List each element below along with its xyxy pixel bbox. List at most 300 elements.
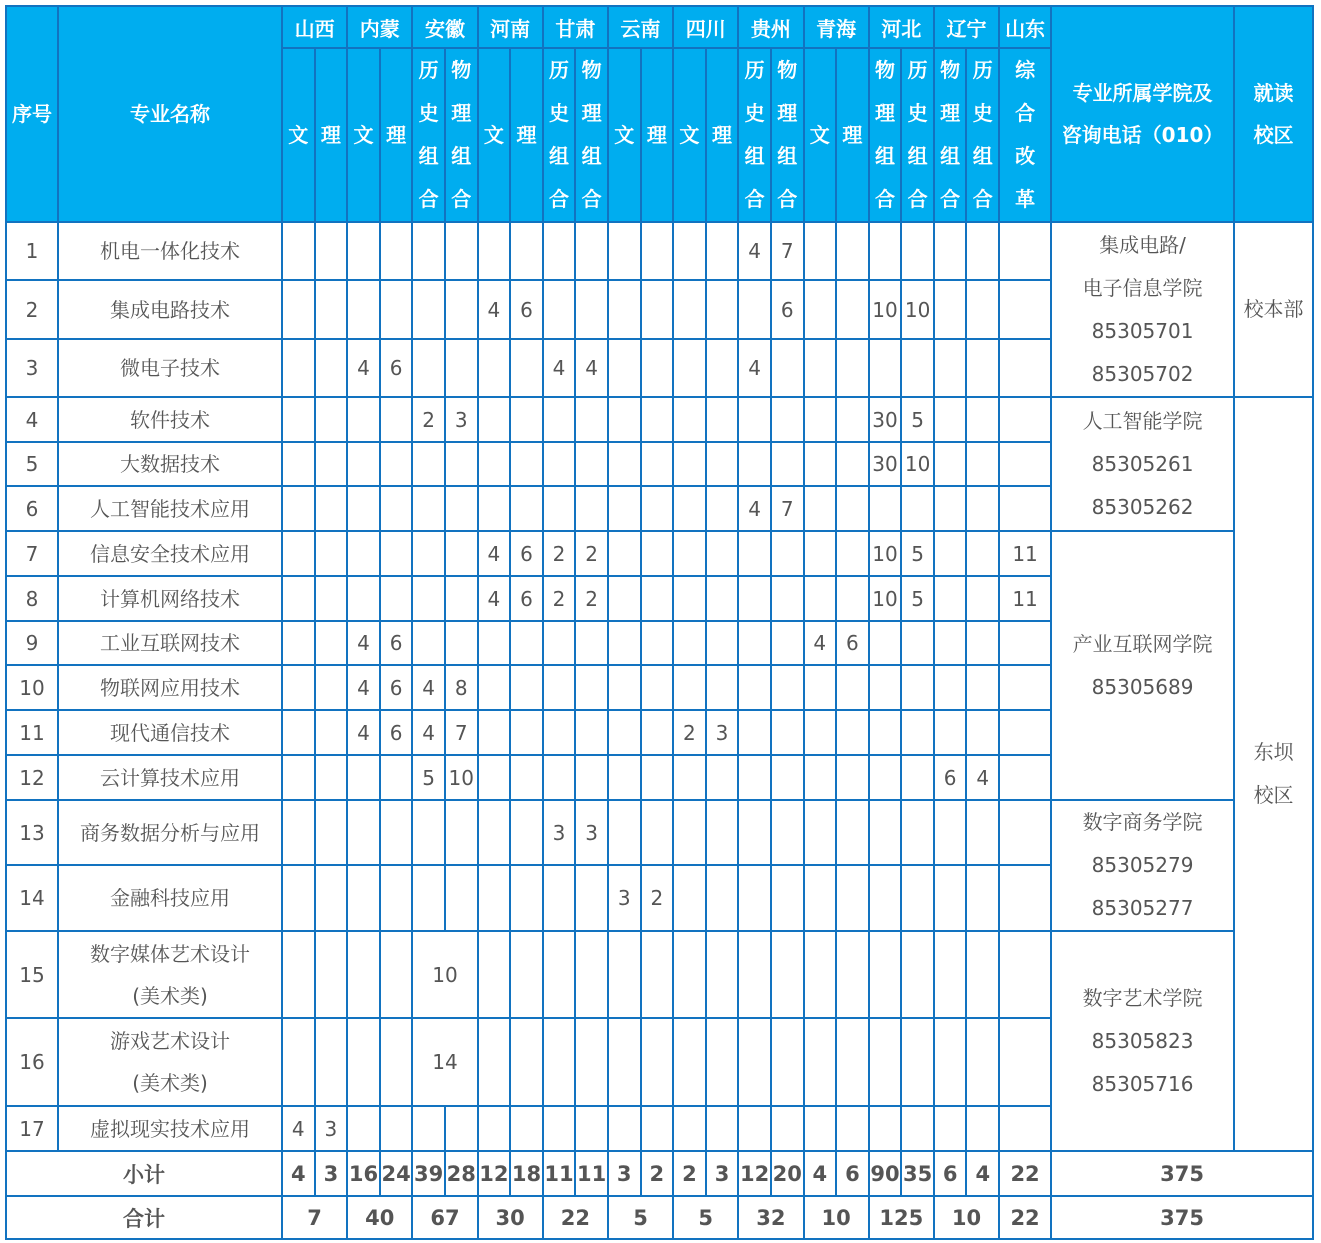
header-subject [966,48,999,222]
quota-cell [706,931,739,1018]
quota-cell: 6 [836,621,869,665]
quota-cell [836,1018,869,1106]
quota-cell [836,931,869,1018]
quota-cell [999,486,1051,531]
quota-cell [347,800,380,865]
quota-cell [836,397,869,442]
college-phone: 85305823 [1091,1028,1194,1053]
quota-cell [934,710,967,755]
header-campus [1234,6,1313,222]
subtotal-value: 2 [641,1151,674,1196]
quota-cell: 6 [380,339,413,397]
quota-cell [641,339,674,397]
quota-cell [380,442,413,486]
header-province: 安徽 [412,6,477,48]
quota-cell: 6 [380,710,413,755]
quota-cell [673,397,706,442]
quota-cell [510,1018,543,1106]
row-seq: 17 [6,1106,58,1151]
subtotal-value: 6 [934,1151,967,1196]
quota-cell [608,442,641,486]
quota-cell [608,621,641,665]
quota-cell [608,710,641,755]
major-name [58,931,282,1018]
quota-cell: 6 [380,621,413,665]
subtotal-value: 24 [380,1151,413,1196]
quota-cell [673,576,706,621]
major-name-text: 人工智能技术应用 [90,496,250,521]
quota-cell: 6 [510,531,543,576]
quota-cell [282,755,315,800]
quota-cell: 10 [445,755,478,800]
major-name-text: 工业互联网技术 [100,631,240,655]
quota-cell [966,665,999,710]
quota-cell [315,222,348,280]
header-subject [999,48,1051,222]
quota-cell [869,665,902,710]
quota-cell: 7 [445,710,478,755]
major-name-text: 大数据技术 [120,452,220,476]
major-name [58,865,282,931]
header-subject [901,48,934,222]
quota-cell: 6 [510,280,543,339]
quota-cell [706,865,739,931]
quota-cell [412,1106,445,1151]
college-phone: 85305702 [1091,361,1194,386]
quota-cell [641,1018,674,1106]
quota-cell [966,576,999,621]
quota-cell [478,800,511,865]
quota-cell [282,531,315,576]
header-subject-label: 理 [842,122,863,147]
quota-cell [315,865,348,931]
quota-cell [706,1018,739,1106]
quota-cell [608,339,641,397]
quota-cell [934,531,967,576]
quota-cell [543,1106,576,1151]
quota-cell [706,576,739,621]
quota-cell [575,280,608,339]
major-name-text: 数字媒体艺术设计 [90,941,250,966]
quota-cell [738,280,771,339]
header-subject-label: 理 [646,122,667,147]
header-major-name: 专业名称 [58,6,282,222]
major-name-text: 集成电路技术 [110,297,230,322]
quota-cell [315,442,348,486]
quota-cell [934,280,967,339]
quota-cell [673,222,706,280]
college-phone: 85305701 [1091,318,1194,343]
quota-cell [282,665,315,710]
quota-cell [608,931,641,1018]
quota-cell [543,280,576,339]
quota-cell [934,1106,967,1151]
quota-cell [445,442,478,486]
quota-cell [673,865,706,931]
quota-cell [510,755,543,800]
quota-cell [738,1106,771,1151]
quota-cell [999,1018,1051,1106]
college-phone: 电子信息学院 [1082,275,1203,300]
quota-cell [412,865,445,931]
quota-cell [282,710,315,755]
quota-cell [315,576,348,621]
quota-cell [836,865,869,931]
quota-cell [315,531,348,576]
subtotal-value: 22 [999,1151,1051,1196]
quota-cell [510,222,543,280]
quota-cell [966,800,999,865]
quota-cell [934,486,967,531]
quota-cell [478,621,511,665]
quota-cell: 2 [673,710,706,755]
quota-cell [445,1106,478,1151]
quota-cell [608,755,641,800]
quota-cell [804,397,837,442]
subtotal-value: 3 [706,1151,739,1196]
quota-cell [641,621,674,665]
subtotal-total: 375 [1051,1151,1313,1196]
row-seq: 12 [6,755,58,800]
enrollment-plan-container [5,5,1314,1240]
quota-cell [804,800,837,865]
quota-cell [966,222,999,280]
college-name: 数字商务学院 [1082,810,1203,834]
quota-cell [641,710,674,755]
quota-cell [966,280,999,339]
quota-cell [575,710,608,755]
quota-cell [706,339,739,397]
quota-cell [445,576,478,621]
quota-cell [901,486,934,531]
quota-cell [999,665,1051,710]
grand-total-label: 合计 [6,1196,282,1239]
quota-cell [543,397,576,442]
quota-cell [836,442,869,486]
grand-total-row [6,1196,1313,1239]
quota-cell [771,339,804,397]
header-subject-label: 理 [320,122,341,147]
quota-cell [836,222,869,280]
quota-cell: 4 [543,339,576,397]
quota-cell [901,1018,934,1106]
quota-cell [966,531,999,576]
quota-cell: 4 [478,576,511,621]
quota-cell: 5 [901,576,934,621]
quota-cell [510,339,543,397]
quota-cell [510,621,543,665]
header-subject [575,48,608,222]
quota-cell [999,865,1051,931]
quota-cell [445,865,478,931]
quota-cell: 4 [412,665,445,710]
header-subject-label: 历史组合 [549,58,570,211]
header-province: 山东 [999,6,1051,48]
quota-cell [804,755,837,800]
quota-cell [738,621,771,665]
major-name [58,397,282,442]
quota-cell [347,531,380,576]
row-seq: 6 [6,486,58,531]
major-name-note: (美术类) [132,1071,208,1095]
major-name [58,486,282,531]
quota-cell [706,1106,739,1151]
quota-cell [804,865,837,931]
quota-cell [478,865,511,931]
quota-cell [315,621,348,665]
quota-cell [738,1018,771,1106]
quota-cell [738,710,771,755]
quota-cell [641,442,674,486]
header-province: 贵州 [738,6,803,48]
quota-cell [478,486,511,531]
quota-cell [966,397,999,442]
quota-cell [608,486,641,531]
major-name [58,621,282,665]
quota-cell [934,800,967,865]
quota-cell [999,710,1051,755]
header-province: 河北 [869,6,934,48]
row-seq: 2 [6,280,58,339]
row-seq: 13 [6,800,58,865]
quota-cell [608,800,641,865]
table-row [6,800,1313,865]
quota-cell [934,222,967,280]
grand-total-value: 5 [608,1196,673,1239]
quota-cell [575,865,608,931]
quota-cell [641,931,674,1018]
quota-cell [315,755,348,800]
quota-cell [999,280,1051,339]
college-contact [1051,800,1234,931]
header-province: 辽宁 [934,6,999,48]
subtotal-row [6,1151,1313,1196]
quota-cell: 5 [901,531,934,576]
header-subject [478,48,511,222]
quota-cell: 30 [869,442,902,486]
major-name [58,755,282,800]
header-province: 内蒙 [347,6,412,48]
grand-total-value: 5 [673,1196,738,1239]
quota-cell [673,755,706,800]
quota-cell [412,621,445,665]
quota-cell [575,931,608,1018]
quota-cell [738,865,771,931]
quota-cell [673,1106,706,1151]
header-subject-label: 物理组合 [940,58,961,211]
quota-cell [869,1018,902,1106]
quota-cell [771,576,804,621]
college-contact [1051,397,1234,531]
quota-cell [608,1106,641,1151]
quota-cell [673,1018,706,1106]
quota-cell [510,486,543,531]
quota-cell: 10 [901,442,934,486]
enrollment-plan-table [5,5,1314,1240]
subtotal-value: 6 [836,1151,869,1196]
quota-cell [804,665,837,710]
quota-cell [412,280,445,339]
quota-cell: 2 [575,531,608,576]
major-name [58,442,282,486]
header-subject [673,48,706,222]
header-province: 四川 [673,6,738,48]
quota-cell [510,665,543,710]
major-name [58,665,282,710]
quota-cell [836,531,869,576]
quota-cell [641,486,674,531]
quota-cell: 2 [543,531,576,576]
header-row-provinces [6,6,1313,48]
header-subject [771,48,804,222]
quota-cell [608,397,641,442]
header-subject [543,48,576,222]
quota-cell [869,800,902,865]
header-subject [608,48,641,222]
quota-cell [445,486,478,531]
header-subject-label: 物理组合 [777,58,798,211]
quota-cell [836,800,869,865]
grand-total-value: 125 [869,1196,934,1239]
quota-cell [673,665,706,710]
college-contact [1051,531,1234,800]
quota-cell [282,865,315,931]
major-name [58,710,282,755]
table-row [6,397,1313,442]
quota-cell [738,576,771,621]
quota-cell: 6 [380,665,413,710]
quota-cell [934,665,967,710]
quota-cell: 8 [445,665,478,710]
quota-cell [934,621,967,665]
quota-cell [999,397,1051,442]
major-name [58,280,282,339]
quota-cell [575,397,608,442]
quota-cell [543,665,576,710]
quota-cell [966,339,999,397]
grand-total-value: 67 [412,1196,477,1239]
quota-cell [575,755,608,800]
campus-name [1234,397,1313,1151]
quota-cell [445,339,478,397]
quota-cell: 4 [347,621,380,665]
quota-cell [999,222,1051,280]
quota-cell [934,865,967,931]
header-subject [380,48,413,222]
major-name-text: 信息安全技术应用 [90,541,250,566]
header-province: 河南 [478,6,543,48]
quota-cell [478,931,511,1018]
major-name-text: 现代通信技术 [110,720,230,745]
quota-cell [575,1018,608,1106]
subtotal-value: 4 [804,1151,837,1196]
quota-cell [380,576,413,621]
college-contact [1051,222,1234,397]
row-seq: 1 [6,222,58,280]
college-phone: 85305277 [1091,896,1194,920]
quota-cell [999,800,1051,865]
major-name-text: 云计算技术应用 [100,765,240,790]
quota-cell [478,397,511,442]
header-subject [282,48,315,222]
quota-cell [869,1106,902,1151]
quota-cell [315,1018,348,1106]
quota-cell [641,1106,674,1151]
quota-cell [315,931,348,1018]
header-subject [869,48,902,222]
quota-cell [575,665,608,710]
subtotal-value: 3 [608,1151,641,1196]
quota-cell [999,339,1051,397]
quota-cell [347,931,380,1018]
quota-cell [282,339,315,397]
quota-cell [771,621,804,665]
quota-cell [380,1106,413,1151]
quota-cell [771,442,804,486]
quota-cell: 10 [869,576,902,621]
quota-cell [608,280,641,339]
row-seq: 3 [6,339,58,397]
quota-cell: 6 [934,755,967,800]
campus-name-line: 校区 [1253,783,1294,807]
quota-cell: 10 [901,280,934,339]
quota-cell [510,1106,543,1151]
quota-cell [543,486,576,531]
quota-cell [380,755,413,800]
major-name [58,339,282,397]
header-subject-label: 历史组合 [907,58,928,211]
header-subject-label: 物理组合 [874,58,895,211]
quota-cell [706,486,739,531]
quota-cell [836,576,869,621]
quota-cell [478,710,511,755]
quota-cell [445,280,478,339]
quota-cell [315,280,348,339]
quota-cell [282,280,315,339]
quota-cell [771,397,804,442]
quota-cell [999,621,1051,665]
quota-cell [999,442,1051,486]
quota-cell [380,222,413,280]
quota-cell: 4 [412,710,445,755]
quota-cell [380,1018,413,1106]
grand-total-value: 40 [347,1196,412,1239]
quota-cell [966,621,999,665]
quota-cell [966,442,999,486]
quota-cell [673,531,706,576]
subtotal-value: 35 [901,1151,934,1196]
quota-cell [738,397,771,442]
header-campus-line2: 校区 [1253,123,1294,147]
quota-cell [380,531,413,576]
college-name: 产业互联网学院 [1072,631,1213,656]
quota-cell [641,222,674,280]
quota-cell [901,710,934,755]
table-row [6,931,1313,1018]
quota-cell [380,865,413,931]
quota-cell [347,576,380,621]
quota-cell [966,486,999,531]
quota-cell [706,442,739,486]
subtotal-value: 4 [966,1151,999,1196]
row-seq: 7 [6,531,58,576]
quota-cell-anhui-merged: 14 [412,1018,477,1106]
quota-cell [347,865,380,931]
quota-cell [836,1106,869,1151]
quota-cell [706,280,739,339]
quota-cell [673,621,706,665]
major-name-text: 商务数据分析与应用 [80,820,260,845]
